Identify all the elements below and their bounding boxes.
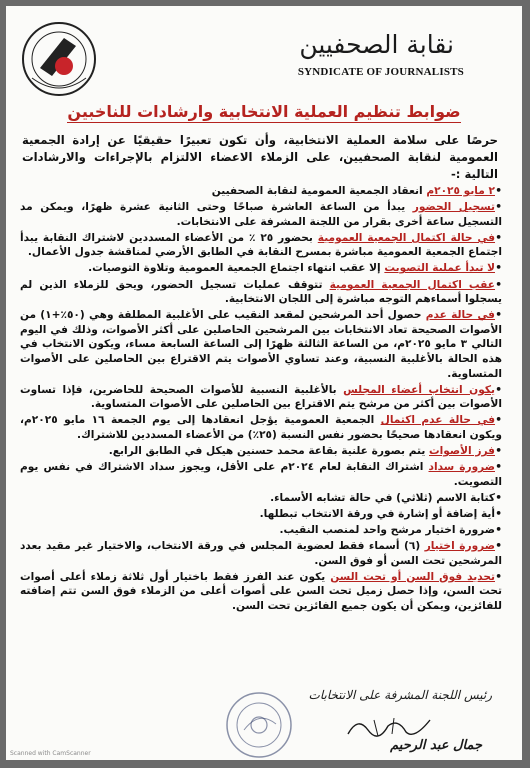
rule-text: اشتراك النقابة لعام ٢٠٢٤م على الأقل، ويجوز سداد الاشتراك في نفس يوم التصويت. — [20, 461, 502, 488]
bullet-icon: • — [495, 201, 502, 214]
rule-highlight: لا تبدأ عملية التصويت — [384, 262, 495, 275]
rule-item — [20, 460, 502, 489]
rule-item — [20, 491, 502, 506]
rules-list — [20, 184, 502, 615]
bullet-icon: • — [495, 185, 502, 197]
document-page — [6, 6, 522, 760]
rule-text: يبدأ من الساعة العاشرة صباحًا وحتى الثانية عشرة ظهرًا، ويمكن مد التسجيل ساعة أخرى بقرار من اللجنة المشرفة على الانتخابات. — [20, 201, 502, 228]
syndicate-logo-icon — [18, 18, 100, 100]
rule-item — [20, 184, 502, 199]
rule-highlight: ضرورة اختيار — [424, 540, 495, 553]
rule-item — [20, 278, 502, 307]
rule-highlight: ضرورة سداد — [428, 461, 495, 474]
bullet-icon: • — [495, 570, 502, 583]
rule-item — [20, 231, 502, 260]
bullet-icon: • — [495, 231, 503, 244]
rule-text: يتم بصورة علنية بقاعة محمد حسنين هيكل في الطابق الرابع. — [108, 445, 429, 458]
bullet-icon: • — [495, 383, 502, 396]
header-name-arabic: نقابة الصحفيين — [299, 30, 454, 59]
signer-name: جمال عبد الرحيم — [390, 738, 482, 753]
bullet-icon: • — [495, 445, 502, 458]
official-stamp-icon — [224, 690, 294, 760]
rule-text: انعقاد الجمعية العمومية لنقابة الصحفيين — [211, 185, 427, 197]
bullet-icon: • — [495, 414, 503, 427]
bullet-icon: • — [495, 309, 502, 322]
rule-text: يكون عند الفرز فقط باختيار أول ثلاثة زملاء أعلى أصوات تحت السن، وإذا حصل زميل تحت السن على أصوات أعلى من الزملاء فوق السن تتم إضافته للفائزين، ويمكن أن يكون جميع الفائزين تحت السن. — [20, 570, 502, 613]
document-title — [6, 102, 522, 121]
rule-highlight: تسجيل الحضور — [412, 201, 495, 214]
bullet-icon: • — [495, 540, 502, 553]
rule-highlight: تحديد فوق السن أو تحت السن — [330, 570, 495, 583]
rule-text: بحضور ٢٥ ٪ من الأعضاء المسددين لاشتراك النقابة يبدأ اجتماع الجمعية العمومية مباشرة بمسرح النقابة في الطابق الأرضي لمناقشة جدول الأعمال. — [20, 231, 502, 259]
rule-item — [20, 383, 502, 412]
rule-text: تتوقف عمليات تسجيل الحضور، ويحق للزملاء الذين لم يسجلوا أسماءهم التوجه مباشرة إلى اللجان الانتخابية. — [20, 278, 502, 306]
intro-paragraph: حرصًا على سلامة العملية الانتخابية، وأن تكون تعبيرًا حقيقيًا عن إرادة الجمعية العمومية لنقابة الصحفيين، على الزملاء الاعضاء الالتزام بالإجراءات والارشادات التالية :- — [22, 133, 498, 181]
rule-text: بالأغلبية النسبية للأصوات الصحيحة للحاضرين، فإذا تساوت الأصوات بين أكثر من مرشح يتم الاقتراع بين الحاصلين على الأصوات المتساوية. — [20, 383, 502, 411]
rule-highlight: ٢ مايو ٢٠٢٥م — [426, 185, 495, 197]
scanner-watermark: Scanned with CamScanner — [10, 750, 91, 757]
bullet-icon: • — [495, 491, 502, 504]
rule-item — [20, 507, 502, 522]
bullet-icon: • — [495, 507, 502, 520]
signer-title: رئيس اللجنة المشرفة على الانتخابات — [308, 688, 492, 702]
rule-item — [20, 413, 502, 442]
rule-highlight: في حالة عدم — [425, 309, 495, 322]
rule-text: ضرورة اختيار مرشح واحد لمنصب النقيب. — [279, 524, 495, 537]
title-text: ضوابط تنظيم العملية الانتخابية وارشادات للناخبين — [67, 102, 461, 121]
rule-item — [20, 539, 502, 568]
rule-item — [20, 200, 502, 229]
rule-item — [20, 523, 502, 538]
rule-text: حصول أحد المرشحين لمقعد النقيب على الأغلبية المطلقة وهي (٥٠٪+١) من الأصوات الصحيحة تعاد الانتخابات بين المرشحين الحاصلين على أكثر الأصوات، وذلك في اليوم التالي ٣ مايو ٢٠٢٥م، من الساعة الثالثة ظهرًا إلى الساعة السابعة مساء، ويكون الانتخاب في هذه الحالة بالأغلبية النسبية، وعند تساوي الأصوات يتم الاقتراع بين الحاصلين على الأصوات المتساوية. — [20, 309, 502, 380]
rule-highlight: في حالة عدم اكتمال — [380, 414, 496, 427]
rule-item — [20, 308, 502, 381]
rule-text: أية إضافة أو إشارة في ورقة الانتخاب تبطلها. — [259, 507, 495, 520]
rule-text: الجمعية العمومية يؤجل انعقادها إلى يوم الجمعة ١٦ مايو ٢٠٢٥م، ويكون انعقادها صحيحًا بحضور نفس النسبة (٢٥٪) من الأعضاء المسددين للاشتراك. — [20, 414, 502, 441]
rule-highlight: عقب اكتمال الجمعية العمومية — [329, 278, 496, 291]
rule-highlight: فرز الأصوات — [429, 445, 495, 458]
rule-highlight: في حالة اكتمال الجمعية العمومية — [317, 231, 496, 244]
rule-highlight: يكون انتخاب أعضاء المجلس — [343, 383, 495, 396]
bullet-icon: • — [495, 262, 502, 275]
bullet-icon: • — [495, 524, 502, 537]
bullet-icon: • — [495, 461, 502, 474]
header-name-english: SYNDICATE OF JOURNALISTS — [297, 66, 464, 78]
rule-item — [20, 261, 502, 276]
rule-item — [20, 570, 502, 614]
bullet-icon: • — [495, 278, 503, 291]
rule-item — [20, 444, 502, 459]
rule-text: كتابة الاسم (ثلاثي) في حالة تشابه الأسماء. — [270, 491, 495, 504]
rule-text: إلا عقب انتهاء اجتماع الجمعية العمومية وتلاوة التوصيات. — [88, 262, 385, 275]
rule-text: (٦) أسماء فقط لعضوية المجلس في ورقة الانتخاب، والاختيار غير مقيد بعدد المرشحين تحت السن أو فوق السن. — [20, 540, 502, 567]
